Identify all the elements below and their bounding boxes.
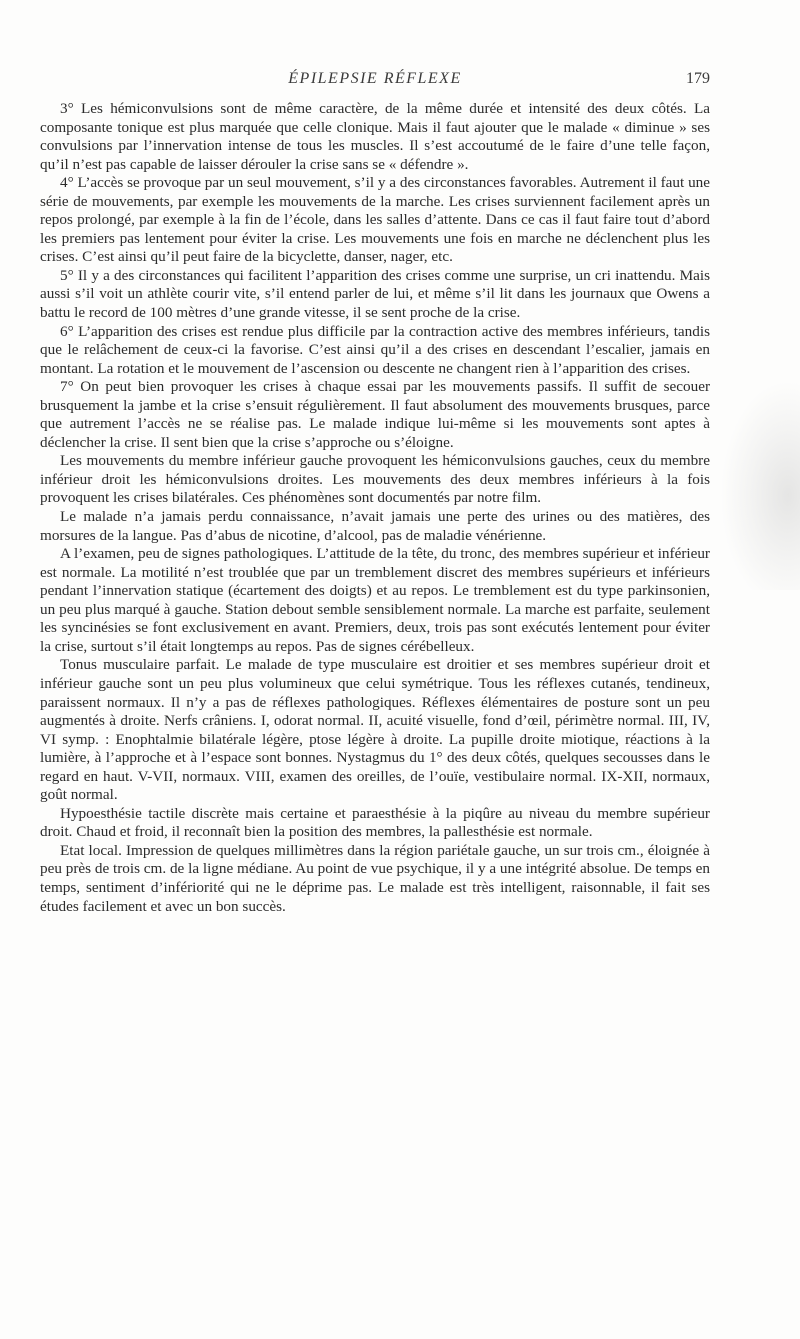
paragraph-tonus-reflexes: Tonus musculaire parfait. Le malade de type musculaire est droitier et ses membres supérieur droit et inférieur gauche sont un peu plus volumineux que celui symétrique. Tous les réflexes cutanés, tendineux, paraissent normaux. Il n’y a pas de réflexes pathologiques. Réflexes élémentaires de posture sont un peu augmentés à droite. Nerfs crâniens. I, odorat normal. II, acuité visuelle, fond d’œil, périmètre normal. III, IV, VI symp. : Enophtalmie bilatérale légère, ptose légère à droite. La pupille droite miotique, réactions à la lumière, à l’approche et à l’espace sont bonnes. Nystagmus du 1° des deux côtés, quelques secousses dans le regard en haut. V-VII, normaux. VIII, examen des oreilles, de l’ouïe, vestibulaire normal. IX-XII, normaux, goût normal.	[40, 656, 710, 804]
paragraph-examination: A l’examen, peu de signes pathologiques. L’attitude de la tête, du tronc, des membres supérieur et inférieur est normale. La motilité n’est troublée que par un tremblement discret des membres supérieurs et inférieurs pendant l’innervation statique (écartement des doigts) et au repos. Le tremblement est du type parkinsonien, un peu plus marqué à gauche. Station debout semble sensiblement normale. La marche est parfaite, seulement les syncinésies se font exclusivement en avant. Premiers, deux, trois pas sont exécutés lentement pour éviter la crise, surtout s’il était longtemps au repos. Pas de signes cérébelleux.	[40, 545, 710, 655]
paragraph-point-4: 4° L’accès se provoque par un seul mouvement, s’il y a des circonstances favorables. Autrement il faut une série de mouvements, par exemple les mouvements de la marche. Les crises surviennent facilement après un repos prolongé, par exemple à la fin de l’école, dans les salles d’attente. Dans ce cas il faut faire tout d’abord les premiers pas lentement pour éviter la crise. Les mouvements une fois en marche ne déclenchent plus les crises. C’est ainsi qu’il peut faire de la bicyclette, danser, nager, etc.	[40, 174, 710, 266]
paragraph-point-5: 5° Il y a des circonstances qui facilitent l’apparition des crises comme une surprise, un cri inattendu. Mais aussi s’il voit un athlète courir vite, s’il entend parler de lui, et même s’il lit dans les journaux que Owens a battu le record de 100 mètres d’une grande vitesse, il se sent proche de la crise.	[40, 266, 710, 322]
page-number: 179	[686, 70, 710, 87]
body-text	[40, 100, 710, 916]
paragraph-history: Le malade n’a jamais perdu connaissance, n’avait jamais une perte des urines ou des matières, des morsures de la langue. Pas d’abus de nicotine, d’alcool, pas de maladie vénérienne.	[40, 508, 710, 544]
paragraph-point-7: 7° On peut bien provoquer les crises à chaque essai par les mouvements passifs. Il suffit de secouer brusquement la jambe et la crise s’ensuit régulièrement. Il faut absolument des mouvements brusques, parce que autrement l’accès ne se réalise pas. Le malade indique lui-même si les mouvements sont aptes à déclencher la crise. Il sent bien que la crise s’approche ou s’éloigne.	[40, 378, 710, 451]
paragraph-hemiconvulsions: Les mouvements du membre inférieur gauche provoquent les hémiconvulsions gauches, ceux du membre inférieur droit les hémiconvulsions droites. Les mouvements des deux membres inférieurs à la fois provoquent les crises bilatérales. Ces phénomènes sont documentés par notre film.	[40, 452, 710, 507]
running-title: ÉPILEPSIE RÉFLEXE	[288, 70, 462, 87]
running-head	[40, 70, 710, 94]
paragraph-sensitivity: Hypoesthésie tactile discrète mais certaine et paraesthésie à la piqûre au niveau du membre supérieur droit. Chaud et froid, il reconnaît bien la position des membres, la pallesthésie est normale.	[40, 804, 710, 841]
paragraph-point-3: 3° Les hémiconvulsions sont de même caractère, de la même durée et intensité des deux côtés. La composante tonique est plus marquée que celle clonique. Mais il faut ajouter que le malade « diminue » ses convulsions par l’innervation intense de tous les muscles. Il s’est accoutumé de le faire d’une telle façon, qu’il n’est pas capable de laisser dérouler la crise sans se « défendre ».	[40, 100, 710, 173]
page-edge-stain	[720, 380, 800, 590]
paragraph-local-state: Etat local. Impression de quelques millimètres dans la région pariétale gauche, un sur trois cm., éloignée à peu près de trois cm. de la ligne médiane. Au point de vue psychique, il y a une intégrité absolue. De temps en temps, sentiment d’infériorité qui ne le déprime pas. Le malade est très intelligent, raisonnable, il fait ses études facilement et avec un bon succès.	[40, 841, 710, 915]
paragraph-point-6: 6° L’apparition des crises est rendue plus difficile par la contraction active des membres inférieurs, tandis que le relâchement de ceux-ci la favorise. C’est ainsi qu’il a des crises en descendant l’escalier, jamais en montant. La rotation et le mouvement de l’ascension ou descente ne changent rien à l’apparition des crises.	[40, 322, 710, 377]
